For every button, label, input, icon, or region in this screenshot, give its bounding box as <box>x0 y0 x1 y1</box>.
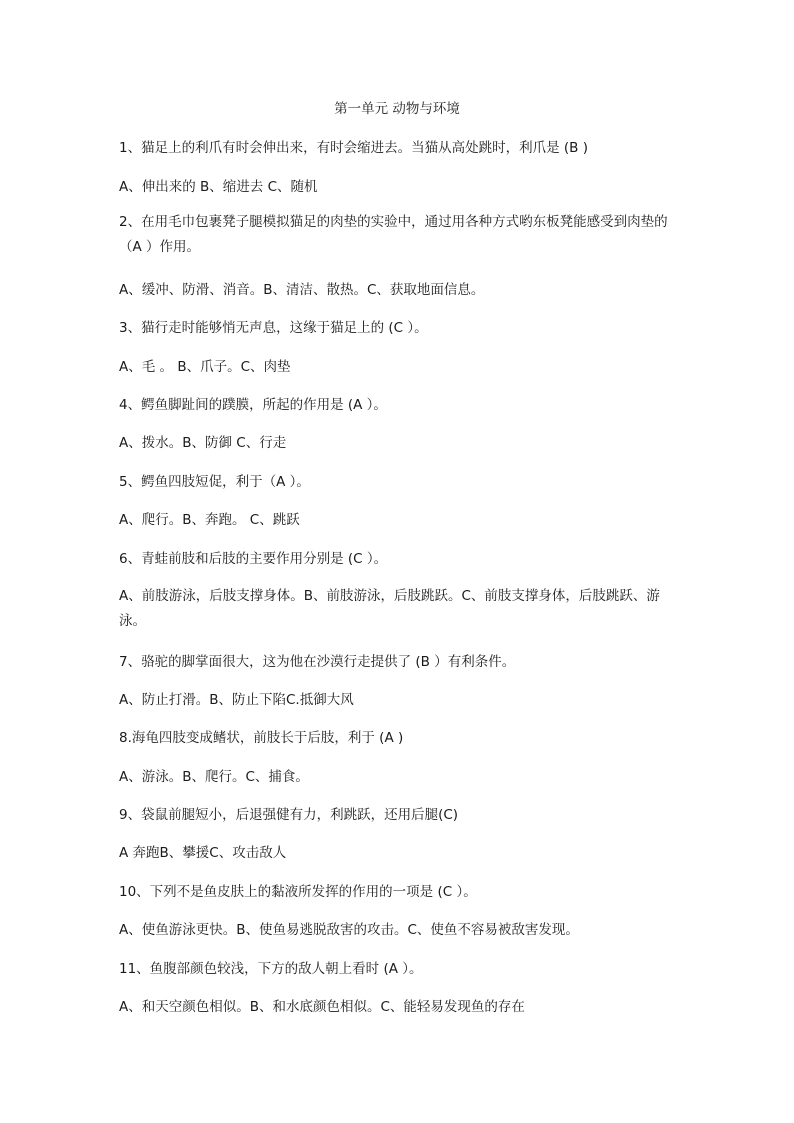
options-2: A、缓冲、防滑、消音。B、清洁、散热。C、获取地面信息。 <box>119 282 485 298</box>
question-2: 2、在用毛巾包裹凳子腿模拟猫足的肉垫的实验中，通过用各种方式哟东板凳能感受到肉垫的（A ）作用。 <box>119 214 668 255</box>
question-4: 4、鳄鱼脚趾间的蹼膜，所起的作用是 (A ）。 <box>119 397 387 413</box>
page-title: 第一单元 动物与环境 <box>334 101 460 117</box>
options-9: A 奔跑B、攀援C、攻击敌人 <box>119 845 287 861</box>
options-3: A、毛 。 B、爪子。C、肉垫 <box>119 359 291 375</box>
options-10: A、使鱼游泳更快。B、使鱼易逃脱敌害的攻击。C、使鱼不容易被敌害发现。 <box>119 922 579 938</box>
options-7: A、防止打滑。B、防止下陷C.抵御大风 <box>119 692 354 708</box>
options-6: A、前肢游泳，后肢支撑身体。B、前肢游泳，后肢跳跃。C、前肢支撑身体，后肢跳跃、游泳。 <box>119 588 660 629</box>
question-10: 10、下列不是鱼皮肤上的黏液所发挥的作用的一项是 (C ）。 <box>119 884 477 900</box>
question-1: 1、猫足上的利爪有时会伸出来，有时会缩进去。当猫从高处跳时，利爪是 (B ) <box>119 140 588 156</box>
question-8: 8.海龟四肢变成鳍状，前肢长于后肢，利于 (A ) <box>119 730 404 746</box>
options-11: A、和天空颜色相似。B、和水底颜色相似。C、能轻易发现鱼的存在 <box>119 999 525 1015</box>
question-7: 7、骆驼的脚掌面很大，这为他在沙漠行走提供了 (B ）有利条件。 <box>119 654 516 670</box>
question-6: 6、青蛙前肢和后肢的主要作用分别是 (C ）。 <box>119 551 388 567</box>
question-11: 11、鱼腹部颜色较浅，下方的敌人朝上看时 (A ）。 <box>119 961 423 977</box>
options-8: A、游泳。B、爬行。C、捕食。 <box>119 769 309 785</box>
options-1: A、伸出来的 B、缩进去 C、随机 <box>119 179 318 195</box>
question-5: 5、鳄鱼四肢短促，利于（A ）。 <box>119 474 310 490</box>
options-4: A、拨水。B、防御 C、行走 <box>119 435 287 451</box>
question-9: 9、袋鼠前腿短小，后退强健有力，利跳跃，还用后腿(C) <box>119 807 459 823</box>
options-5: A、爬行。B、奔跑。 C、跳跃 <box>119 512 300 528</box>
question-3: 3、猫行走时能够悄无声息，这缘于猫足上的 (C ）。 <box>119 320 428 336</box>
